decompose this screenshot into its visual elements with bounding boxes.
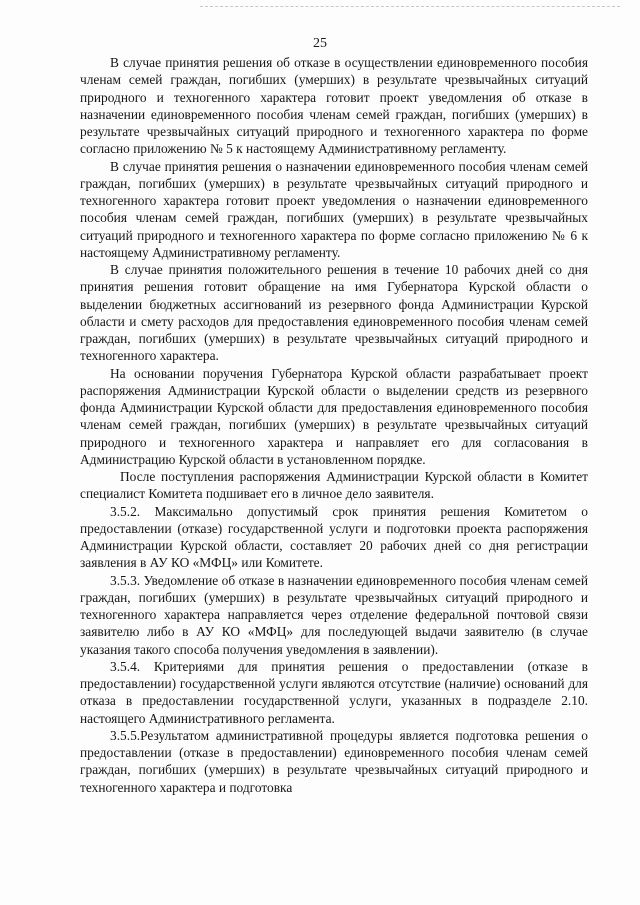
- paragraph-3-5-3: 3.5.3. Уведомление об отказе в назначении единовременного пособия членам семей граждан, погибших (умерших) в результате чрезвычайных ситуаций природного и техногенного характера направляется через отделение федеральной почтовой связи заявителю либо в АУ КО «МФЦ» для последующей выдачи заявителю (в случае указания такого способа получения уведомления в заявлении).: [80, 572, 588, 657]
- paragraph-assignment-notice: В случае принятия решения о назначении единовременного пособия членам семей граждан, погибших (умерших) в результате чрезвычайных ситуаций природного и техногенного характера готовит проект уведомления о назначении единовременного пособия членам семей граждан, погибших (умерших) в результате чрезвычайных ситуаций природного и техногенного характера по форме согласно приложению № 6 к настоящему Административному регламенту.: [80, 158, 588, 260]
- paragraph-3-5-5: 3.5.5.Результатом административной процедуры является подготовка решения о предоставлении (отказе в предоставлении) единовременного пособия членам семей граждан, погибших (умерших) в результате чрезвычайных ситуаций природного и техногенного характера и подготовка: [80, 727, 588, 795]
- scan-edge-line: [200, 6, 620, 7]
- paragraph-order-draft: На основании поручения Губернатора Курской области разрабатывает проект распоряжения Администрации Курской области о выделении средств из резервного фонда Администрации Курской области для предоставления единовременного пособия членам семей граждан, погибших (умерших) в результате чрезвычайных ситуаций природного и техногенного характера и направляет его для согласования в Администрацию Курской области в установленном порядке.: [80, 365, 588, 467]
- paragraph-personal-file: После поступления распоряжения Администрации Курской области в Комитет специалист Комитета подшивает его в личное дело заявителя.: [80, 469, 588, 502]
- page-number: 25: [313, 36, 327, 51]
- body-text: [80, 54, 588, 796]
- paragraph-governor-request: В случае принятия положительного решения в течение 10 рабочих дней со дня принятия решения готовит обращение на имя Губернатора Курской области о выделении бюджетных ассигнований из резервного фонда Администрации Курской области и смету расходов для предоставления единовременного пособия членам семей граждан, погибших (умерших) в результате чрезвычайных ситуаций природного и техногенного характера.: [80, 262, 588, 364]
- paragraph-3-5-4: 3.5.4. Критериями для принятия решения о предоставлении (отказе в предоставлении) государственной услуги являются отсутствие (наличие) оснований для отказа в предоставлении государственной услуги, указанных в подразделе 2.10. настоящего Административного регламента.: [80, 658, 588, 726]
- paragraph-3-5-2: 3.5.2. Максимально допустимый срок принятия решения Комитетом о предоставлении (отказе) государственной услуги и подготовки проекта распоряжения Администрации Курской области, составляет 20 рабочих дней со дня регистрации заявления в АУ КО «МФЦ» или Комитете.: [80, 503, 588, 571]
- paragraph-refusal-notice: В случае принятия решения об отказе в осуществлении единовременного пособия членам семей граждан, погибших (умерших) в результате чрезвычайных ситуаций природного и техногенного характера готовит проект уведомления об отказе в назначении единовременного пособия членам семей граждан, погибших (умерших) в результате чрезвычайных ситуаций природного и техногенного характера по форме согласно приложению № 5 к настоящему Административному регламенту.: [80, 55, 588, 157]
